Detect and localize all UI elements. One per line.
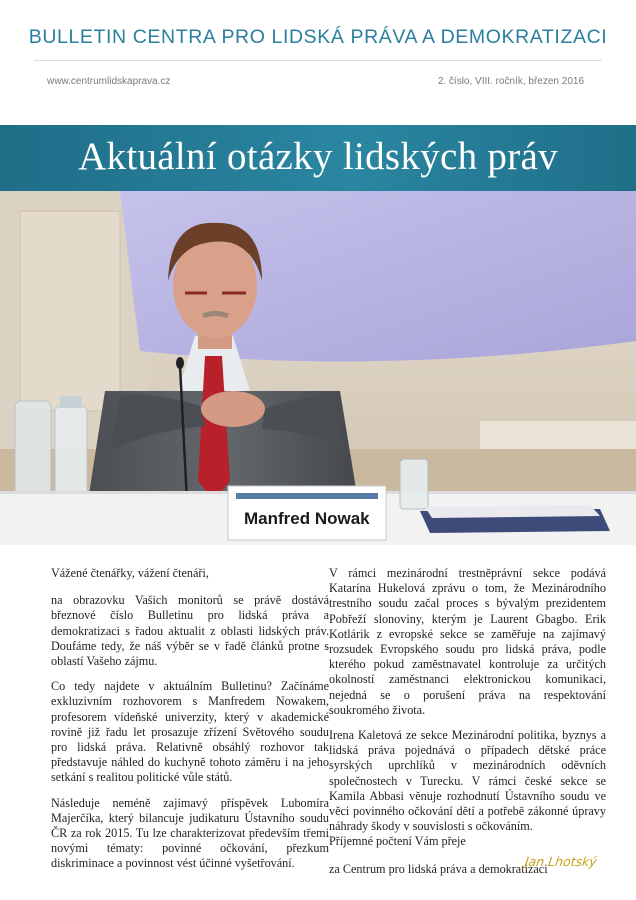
paragraph: Co tedy najdete v aktuálním Bulletinu? Začínáme exkluzivním rozhovorem s Manfredem Nowakem, profesorem vídeňské univerzity, který v akademické rovině již řadu let prosazuje zřízení Světového soudu pro lidská práva. Relativně obsáhlý rozhovor tak představuje náhled do kuchyně tohoto záměru i na jeho setkání s realitou politické vůle států. bbox=[51, 679, 329, 785]
editorial-column-right bbox=[329, 566, 606, 877]
paragraph: Irena Kaletová ze sekce Mezinárodní politika, byznys a lidská práva pojednává o případech dětské práce syrských uprchlíků v mezinárodních oděvních společnostech v Turecku. V rámci české sekce se Kamila Abbasi věnuje rozhodnutí Ústavního soudu ve věci povinného očkování dětí a potřebě zákonné úpravy náhrady škody v souvislosti s očkováním. bbox=[329, 728, 606, 834]
cover-photo bbox=[0, 191, 636, 545]
masthead bbox=[0, 0, 636, 125]
issue-info: 2. číslo, VIII. ročník, březen 2016 bbox=[437, 76, 584, 87]
cover-photo-illustration bbox=[0, 191, 636, 545]
page-headline: Aktuální otázky lidských práv bbox=[78, 135, 558, 178]
nameplate: Manfred Nowak bbox=[244, 509, 370, 528]
signoff-organization: za Centrum pro lidská práva a demokratizaci bbox=[329, 861, 548, 876]
paragraph: V rámci mezinárodní trestněprávní sekce podává Katarína Hukelová zprávu o tom, že Mezinárodního trestního soudu začal proces s bývalým prezidentem Pobřeží slonoviny, kterým je Laurent Gbagbo. Erik Kotlárik z evropské sekce se zaměřuje na zajímavý rozsudek Evropského soudu pro lidská práva, podle kterého pokud zaměstnavatel kontroluje za určitých okolností zaměstnanci elektronickou komunikaci, nejedná se o porušení práva na respektování soukromého života. bbox=[329, 566, 606, 717]
greeting: Vážené čtenářky, vážení čtenáři, bbox=[51, 566, 209, 580]
editorial-column-left bbox=[51, 566, 329, 882]
paragraph: Následuje neméně zajímavý příspěvek Lubomíra Majerčíka, který bilancuje judikaturu Ústavního soudu ČR za rok 2015. Tu lze charakterizovat především třemi novými tématy: povinné očkování, přezkum diskriminace a povinnost vést účinné vyšetřování. bbox=[51, 795, 329, 871]
paragraph: na obrazovku Vašich monitorů se právě dostává březnové číslo Bulletinu pro lidská práva a demokratizaci s řadou aktualit z oblasti lidských práv. Doufáme tedy, že náš výběr se v řadě článků protne s oblastí Vašeho zájmu. bbox=[51, 593, 329, 669]
signature: Jan Lhotský bbox=[523, 854, 598, 869]
website-link[interactable]: www.centrumlidskaprava.cz bbox=[47, 76, 171, 87]
bulletin-title: BULLETIN CENTRA PRO LIDSKÁ PRÁVA A DEMOKRATIZACI bbox=[28, 26, 608, 48]
headline-banner bbox=[0, 125, 636, 191]
closing-line: Příjemné počtení Vám přeje bbox=[329, 834, 466, 849]
masthead-divider bbox=[34, 60, 602, 61]
